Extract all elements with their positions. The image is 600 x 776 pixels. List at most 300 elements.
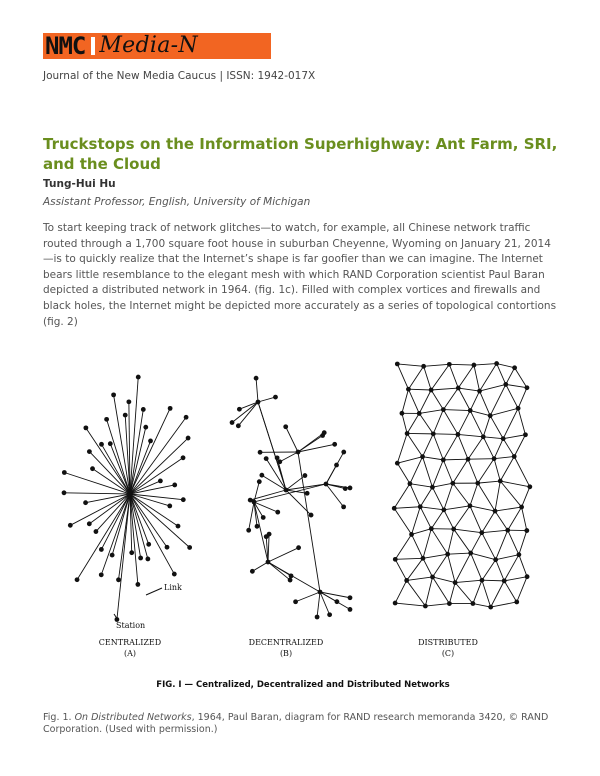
centralized-station (136, 375, 141, 380)
distributed-link (474, 365, 480, 391)
decentralized-link (252, 562, 268, 571)
distributed-node (453, 580, 458, 585)
distributed-link (470, 411, 490, 416)
decentralized-link (232, 402, 258, 423)
distributed-link (478, 481, 500, 483)
distributed-link (410, 457, 423, 484)
distributed-link (432, 483, 452, 487)
distributed-link (482, 560, 496, 581)
centralized-station (90, 466, 95, 471)
distributed-link (407, 577, 433, 580)
distributed-link (504, 581, 517, 602)
distributed-link (402, 389, 409, 413)
distributed-node (400, 411, 405, 416)
decentralized-station (254, 376, 259, 381)
distributed-link (423, 434, 434, 457)
distributed-link (412, 529, 432, 535)
distributed-link (471, 553, 482, 580)
panel-c-sub: (C) (441, 649, 455, 658)
centralized-link (64, 493, 130, 494)
distributed-node (395, 362, 400, 367)
distributed-link (518, 388, 527, 409)
distributed-link (503, 439, 514, 457)
distributed-node (512, 454, 517, 459)
distributed-node (417, 411, 422, 416)
centralized-station (99, 442, 104, 447)
distributed-node (406, 387, 411, 392)
decentralized-station (305, 491, 310, 496)
centralized-station (94, 529, 99, 534)
journal-info: Journal of the New Media Caucus | ISSN: 1942-017X (43, 70, 316, 82)
distributed-node (501, 436, 506, 441)
distributed-link (443, 410, 470, 411)
distributed-link (497, 364, 515, 368)
distributed-link (455, 580, 482, 582)
distributed-link (397, 364, 423, 366)
distributed-node (395, 461, 400, 466)
distributed-link (494, 459, 500, 481)
decentralized-link (256, 378, 258, 402)
distributed-link (522, 487, 530, 507)
distributed-node (503, 382, 508, 387)
distributed-link (424, 366, 432, 390)
centralized-station (148, 439, 153, 444)
distributed-link (420, 507, 431, 529)
distributed-link (433, 554, 448, 577)
distributed-link (394, 484, 410, 509)
distributed-link (419, 413, 433, 433)
centralized-station (104, 417, 109, 422)
centralized-link (130, 494, 167, 547)
distributed-link (490, 416, 503, 439)
distributed-link (423, 554, 448, 558)
distributed-link (494, 439, 503, 459)
centralized-station (145, 557, 150, 562)
centralized-station (123, 413, 128, 418)
decentralized-link (268, 534, 269, 562)
decentralized-network (230, 376, 353, 620)
article-author: Tung-Hui Hu (43, 178, 116, 190)
network-figure (58, 352, 548, 692)
decentralized-station (315, 615, 320, 620)
centralized-station (176, 524, 181, 529)
decentralized-link (326, 452, 344, 484)
centralized-station (99, 572, 104, 577)
distributed-link (508, 507, 522, 530)
distributed-link (483, 437, 494, 459)
centralized-station (186, 436, 191, 441)
figure-caption (43, 712, 563, 736)
distributed-link (494, 456, 514, 458)
distributed-link (522, 507, 527, 531)
distributed-node (492, 456, 497, 461)
distributed-node (392, 506, 397, 511)
distributed-node (525, 385, 530, 390)
distributed-link (412, 507, 421, 535)
link-label: Link (164, 583, 182, 592)
decentralized-trunk (254, 502, 268, 562)
distributed-link (455, 583, 473, 604)
centralized-link (89, 494, 130, 524)
distributed-link (514, 435, 525, 457)
decentralized-trunk (298, 452, 320, 592)
decentralized-link (254, 482, 259, 502)
distributed-node (447, 362, 452, 367)
distributed-link (448, 554, 455, 582)
centralized-station (172, 483, 177, 488)
distributed-node (466, 457, 471, 462)
distributed-link (410, 484, 432, 488)
centralized-station (126, 399, 131, 404)
decentralized-link (317, 592, 320, 617)
distributed-link (496, 555, 519, 560)
distributed-link (449, 364, 458, 388)
distributed-link (480, 391, 491, 416)
distributed-node (429, 526, 434, 531)
distributed-link (454, 529, 482, 533)
distributed-link (473, 580, 482, 603)
decentralized-station (322, 430, 327, 435)
distributed-link (432, 487, 443, 510)
distributed-link (443, 459, 468, 460)
distributed-link (420, 507, 444, 510)
distributed-link (468, 437, 483, 459)
article-title: Truckstops on the Information Superhighway: Ant Farm, SRI, and the Cloud (43, 135, 558, 173)
distributed-link (407, 413, 419, 433)
distributed-link (408, 389, 419, 413)
centralized-station (99, 547, 104, 552)
decentralized-station (259, 473, 264, 478)
decentralized-station (293, 599, 298, 604)
distributed-link (432, 460, 443, 487)
distributed-link (453, 459, 468, 483)
distributed-node (512, 365, 517, 370)
centralized-station (83, 425, 88, 430)
distributed-node (405, 431, 410, 436)
distributed-node (429, 388, 434, 393)
panel-c-label: DISTRIBUTED (418, 638, 478, 647)
distributed-link (397, 433, 407, 463)
distributed-node (423, 604, 428, 609)
distributed-link (444, 510, 454, 529)
centralized-link (119, 494, 130, 580)
distributed-link (491, 602, 517, 607)
distributed-link (397, 364, 408, 389)
centralized-station (143, 425, 148, 430)
article-body: To start keeping track of network glitches—to watch, for example, all Chinese network traffic routed through a 1,700 square foot house in suburban Cheyenne, Wyoming on January 21, 2014—is to quickly realize that the Internet’s shape is far goofier than we can imagine. The Internet bears little resemblance to the elegant mesh with which RAND Corporation scientist Paul Baran depicted a distributed network in 1964. (fig. 1c). Filled with complex vortices and firewalls and black holes, the Internet might be depicted more accurately as a series of topological contortions (fig. 2) (43, 222, 557, 328)
distributed-link (431, 388, 458, 390)
decentralized-station (348, 486, 353, 491)
distributed-link (395, 558, 423, 559)
distributed-link (500, 456, 514, 481)
distributed-link (455, 553, 471, 583)
distributed-node (488, 413, 493, 418)
centralized-station (87, 449, 92, 454)
decentralized-link (258, 397, 275, 402)
distributed-link (478, 483, 495, 511)
decentralized-station (332, 442, 337, 447)
distributed-link (490, 384, 506, 415)
distributed-node (481, 434, 486, 439)
figure-title: FIG. I — Centralized, Decentralized and Distributed Networks (156, 680, 450, 690)
distributed-link (408, 366, 423, 389)
distributed-link (471, 553, 496, 560)
centralized-station (68, 523, 73, 528)
distributed-node (488, 605, 493, 610)
distributed-link (458, 434, 483, 436)
distributed-link (431, 529, 447, 555)
distributed-link (443, 388, 458, 410)
centralized-station (135, 582, 140, 587)
distributed-node (456, 432, 461, 437)
decentralized-station (327, 612, 332, 617)
distributed-link (514, 456, 530, 486)
distributed-link (395, 603, 425, 606)
decentralized-station (341, 450, 346, 455)
distributed-link (495, 511, 508, 530)
distributed-link (420, 487, 432, 507)
distributed-link (433, 434, 443, 460)
distributed-link (518, 408, 525, 434)
distributed-node (475, 481, 480, 486)
distributed-node (421, 364, 426, 369)
decentralized-link (268, 562, 290, 580)
distributed-link (470, 391, 479, 410)
distributed-node (468, 503, 473, 508)
decentralized-link (320, 592, 330, 615)
distributed-node (505, 528, 510, 533)
distributed-link (491, 581, 505, 607)
decentralized-station (275, 510, 280, 515)
distributed-node (477, 389, 482, 394)
decentralized-hub (284, 488, 289, 493)
centralized-station (187, 545, 192, 550)
distributed-node (524, 528, 529, 533)
distributed-node (516, 552, 521, 557)
distributed-node (502, 578, 507, 583)
decentralized-station (261, 515, 266, 520)
centralized-station (141, 407, 146, 412)
centralized-station (181, 497, 186, 502)
distributed-network (392, 361, 532, 609)
distributed-node (445, 552, 450, 557)
decentralized-link (254, 502, 278, 512)
centralized-link (86, 428, 130, 494)
centralized-station (181, 455, 186, 460)
distributed-node (523, 432, 528, 437)
decentralized-station (275, 455, 280, 460)
distributed-node (493, 509, 498, 514)
distributed-node (431, 431, 436, 436)
distributed-link (496, 560, 505, 581)
decentralized-link (296, 592, 320, 602)
distributed-link (423, 558, 433, 577)
decentralized-station (296, 545, 301, 550)
distributed-node (516, 406, 521, 411)
distributed-link (458, 365, 474, 388)
centralized-link (112, 494, 130, 555)
distributed-link (443, 460, 453, 483)
decentralized-station (309, 513, 314, 518)
decentralized-link (249, 502, 254, 530)
link-pointer (146, 588, 162, 595)
distributed-link (454, 529, 471, 553)
centralized-station (146, 542, 151, 547)
decentralized-hub (324, 482, 329, 487)
distributed-link (449, 364, 474, 365)
distributed-node (441, 407, 446, 412)
distributed-link (433, 410, 443, 434)
distributed-link (395, 580, 407, 603)
distributed-link (478, 459, 494, 483)
distributed-node (447, 601, 452, 606)
distributed-link (431, 364, 449, 390)
distributed-link (482, 530, 508, 532)
distributed-link (425, 577, 432, 606)
distributed-link (483, 437, 503, 439)
distributed-link (431, 390, 443, 410)
distributed-link (419, 390, 431, 413)
distributed-node (421, 556, 426, 561)
caption-rest: , 1964, Paul Baran, diagram for RAND research memoranda 3420, © RAND Corporation. (Used with permission.) (43, 712, 549, 735)
centralized-station (116, 577, 121, 582)
distributed-node (519, 505, 524, 510)
distributed-node (468, 408, 473, 413)
decentralized-station (258, 450, 263, 455)
distributed-node (468, 551, 473, 556)
distributed-link (423, 457, 444, 460)
distributed-link (497, 364, 506, 385)
distributed-link (490, 408, 518, 415)
distributed-link (519, 531, 527, 555)
distributed-link (423, 457, 433, 488)
centralized-station (167, 504, 172, 509)
distributed-link (454, 506, 470, 529)
centralized-station (110, 553, 115, 558)
centralized-station (75, 577, 80, 582)
caption-prefix: Fig. 1. (43, 712, 75, 723)
distributed-link (458, 434, 468, 459)
distributed-node (456, 386, 461, 391)
distributed-node (420, 454, 425, 459)
decentralized-station (264, 534, 269, 539)
distributed-link (482, 580, 491, 607)
distributed-link (408, 389, 431, 390)
decentralized-station (255, 524, 260, 529)
journal-logo (43, 33, 271, 59)
distributed-link (448, 553, 471, 554)
centralized-station (165, 545, 170, 550)
distributed-link (433, 434, 458, 435)
distributed-link (458, 388, 479, 391)
logo-nmc-text: NMC (45, 32, 86, 60)
distributed-link (431, 510, 444, 529)
distributed-link (407, 558, 423, 580)
distributed-node (404, 578, 409, 583)
centralized-link (70, 494, 130, 525)
distributed-link (515, 368, 527, 388)
panel-a-sub: (A) (123, 649, 137, 658)
network-diagrams (58, 352, 548, 692)
decentralized-station (277, 459, 282, 464)
distributed-node (451, 527, 456, 532)
distributed-node (393, 601, 398, 606)
decentralized-hub (252, 500, 257, 505)
decentralized-station (246, 528, 251, 533)
centralized-station (138, 556, 143, 561)
decentralized-station (273, 395, 278, 400)
distributed-link (402, 413, 407, 433)
distributed-link (495, 507, 522, 511)
author-affiliation: Assistant Professor, English, University of Michigan (43, 196, 311, 208)
decentralized-hub (296, 450, 301, 455)
distributed-link (470, 483, 478, 506)
decentralized-station (264, 456, 269, 461)
distributed-node (479, 530, 484, 535)
decentralized-link (286, 427, 298, 452)
distributed-link (424, 364, 450, 366)
decentralized-station (230, 420, 235, 425)
distributed-link (482, 511, 495, 533)
distributed-link (508, 530, 519, 554)
caption-work-title: On Distributed Networks (74, 712, 192, 723)
distributed-link (407, 580, 426, 606)
distributed-node (430, 485, 435, 490)
distributed-link (468, 459, 478, 483)
distributed-link (449, 583, 455, 604)
decentralized-station (341, 504, 346, 509)
distributed-link (394, 507, 420, 509)
decentralized-hub (256, 400, 261, 405)
decentralized-link (280, 452, 298, 462)
distributed-link (453, 483, 470, 506)
decentralized-station (237, 407, 242, 412)
distributed-node (480, 578, 485, 583)
decentralized-station (289, 573, 294, 578)
centralized-station (87, 521, 92, 526)
distributed-link (471, 533, 482, 553)
centralized-station (184, 415, 189, 420)
decentralized-station (283, 424, 288, 429)
distributed-node (408, 481, 413, 486)
distributed-link (517, 577, 527, 602)
centralized-link (130, 409, 143, 494)
decentralized-station (348, 607, 353, 612)
panel-a-label: CENTRALIZED (98, 638, 162, 647)
distributed-link (503, 435, 525, 439)
distributed-link (443, 434, 458, 459)
distributed-link (504, 555, 519, 581)
distributed-link (410, 484, 420, 507)
distributed-link (397, 457, 422, 463)
centralized-link (93, 469, 130, 494)
distributed-link (482, 580, 504, 581)
distributed-node (430, 575, 435, 580)
decentralized-link (268, 548, 299, 562)
centralized-station (108, 441, 113, 446)
centralized-link (101, 494, 130, 549)
distributed-link (419, 410, 443, 414)
distributed-link (496, 530, 508, 559)
distributed-link (412, 534, 423, 558)
distributed-node (525, 574, 530, 579)
distributed-link (482, 533, 496, 560)
distributed-node (498, 479, 503, 484)
decentralized-link (266, 459, 286, 490)
centralized-station (83, 500, 88, 505)
distributed-link (444, 483, 453, 510)
decentralized-hub (318, 590, 323, 595)
